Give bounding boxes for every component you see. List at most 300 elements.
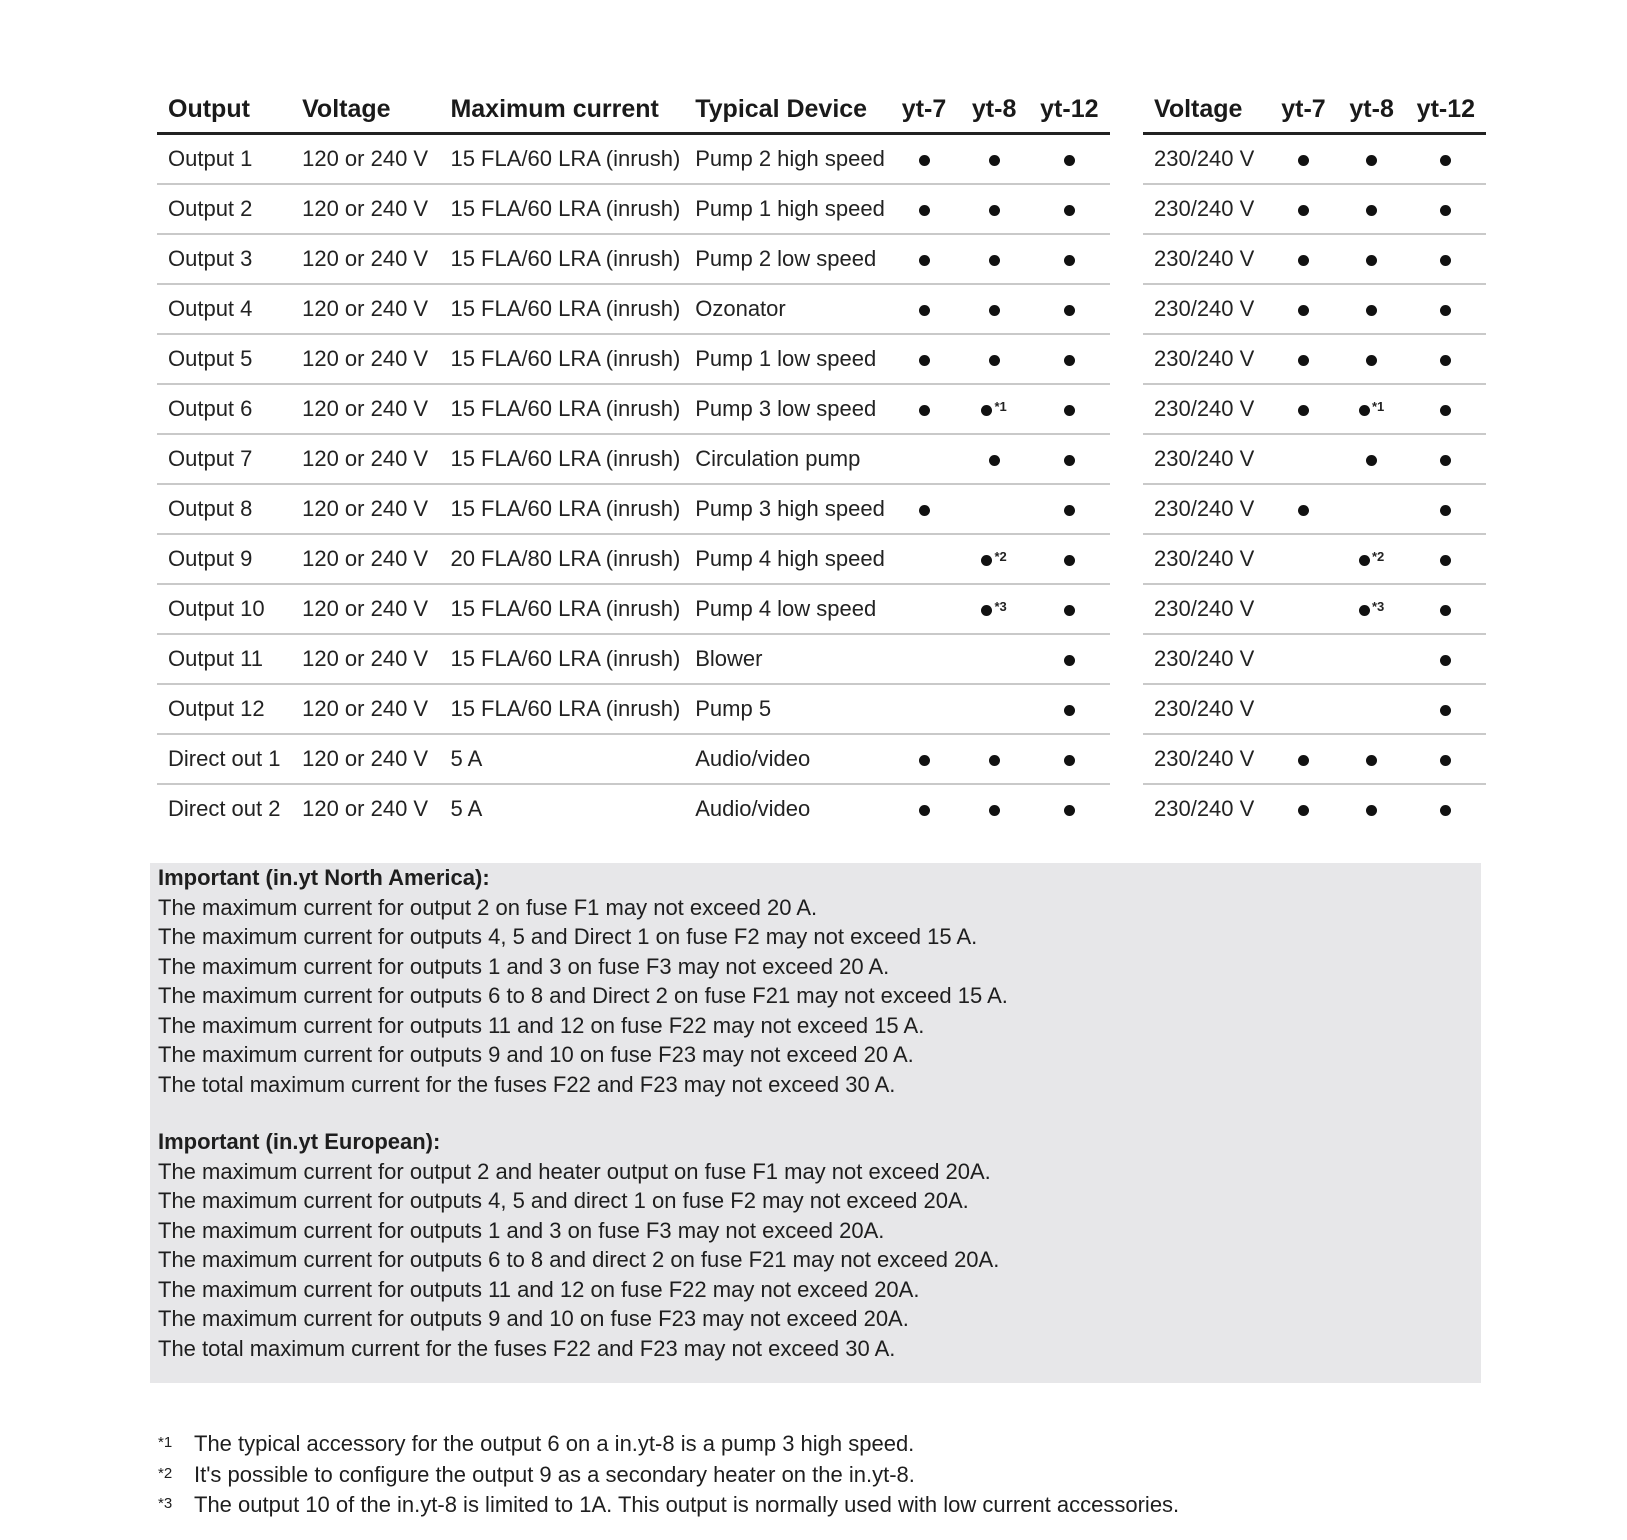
footnote-mark: *2 xyxy=(158,1464,173,1482)
cell-eu-yt8 xyxy=(1338,284,1406,334)
cell-eu-yt12 xyxy=(1406,784,1486,833)
table-row xyxy=(1143,284,1486,334)
cell-voltage: 120 or 240 V xyxy=(302,796,429,821)
cell-max-current: 15 FLA/60 LRA (inrush) xyxy=(439,384,684,434)
bullet-dot-icon xyxy=(1298,405,1309,416)
bullet-dot-icon xyxy=(989,255,1000,266)
cell-yt8 xyxy=(960,784,1029,833)
bullet-dot-icon xyxy=(1366,355,1377,366)
header-max-current: Maximum current xyxy=(439,86,684,134)
footnote-mark: *3 xyxy=(158,1495,173,1512)
cell-yt8 xyxy=(960,734,1029,784)
cell-typical-device: Audio/video xyxy=(695,796,811,821)
footnote-ref: *2 xyxy=(994,549,1007,564)
cell-typical-device: Pump 1 low speed xyxy=(684,334,888,384)
cell-eu-voltage: 230/240 V xyxy=(1143,634,1269,684)
bullet-dot-icon xyxy=(981,555,992,566)
cell-max-current: 15 FLA/60 LRA (inrush) xyxy=(439,634,684,684)
cell-eu-yt12 xyxy=(1406,184,1486,234)
bullet-dot-icon xyxy=(1366,205,1377,216)
header-eu-yt8: yt-8 xyxy=(1338,86,1406,134)
cell-output: Direct out 2 xyxy=(168,796,281,821)
cell-eu-yt12 xyxy=(1406,434,1486,484)
table-row xyxy=(157,284,1110,334)
cell-voltage: 120 or 240 V xyxy=(291,634,439,684)
cell-eu-voltage: 230/240 V xyxy=(1143,534,1269,584)
cell-yt12 xyxy=(1029,184,1110,234)
cell-output: Output 11 xyxy=(157,634,291,684)
cell-yt12 xyxy=(1029,384,1110,434)
cell-eu-voltage: 230/240 V xyxy=(1143,334,1269,384)
table-row xyxy=(1143,784,1486,833)
cell-eu-yt12 xyxy=(1406,234,1486,284)
cell-typical-device: Ozonator xyxy=(684,284,888,334)
bullet-dot-icon xyxy=(1064,655,1075,666)
table-row xyxy=(1143,184,1486,234)
cell-eu-yt8 xyxy=(1338,434,1406,484)
note-line: The maximum current for outputs 1 and 3 on fuse F3 may not exceed 20A. xyxy=(158,1217,885,1243)
note-line: The maximum current for outputs 6 to 8 and Direct 2 on fuse F21 may not exceed 15 A. xyxy=(158,983,1008,1008)
european-notes-title: Important (in.yt European): xyxy=(158,1129,441,1154)
cell-yt12 xyxy=(1029,634,1110,684)
bullet-dot-icon xyxy=(1298,305,1309,316)
cell-eu-yt12 xyxy=(1406,634,1486,684)
cell-eu-yt8 xyxy=(1338,584,1406,634)
cell-eu-yt12 xyxy=(1406,334,1486,384)
bullet-dot-icon xyxy=(919,805,930,816)
cell-yt8 xyxy=(960,134,1029,185)
bullet-dot-icon xyxy=(1440,205,1451,216)
table-row xyxy=(1143,434,1486,484)
bullet-dot-icon xyxy=(919,355,930,366)
cell-output: Output 10 xyxy=(157,584,291,634)
cell-eu-yt8 xyxy=(1338,234,1406,284)
cell-yt8 xyxy=(960,484,1029,534)
note-line: The maximum current for outputs 4, 5 and direct 1 on fuse F2 may not exceed 20A. xyxy=(158,1188,969,1213)
cell-yt7 xyxy=(888,234,959,284)
cell-eu-yt12 xyxy=(1406,284,1486,334)
bullet-dot-icon xyxy=(1440,605,1451,616)
cell-eu-voltage: 230/240 V xyxy=(1143,484,1269,534)
cell-typical-device: Pump 5 xyxy=(684,684,888,734)
cell-typical-device: Blower xyxy=(684,634,888,684)
bullet-dot-icon xyxy=(1366,255,1377,266)
table-row xyxy=(157,134,1110,185)
bullet-dot-icon xyxy=(981,405,992,416)
note-line: The total maximum current for the fuses F22 and F23 may not exceed 30 A. xyxy=(158,1335,896,1361)
cell-eu-yt8 xyxy=(1338,384,1406,434)
footnotes xyxy=(158,1428,1179,1520)
cell-eu-yt8 xyxy=(1338,134,1406,185)
bullet-dot-icon xyxy=(1298,755,1309,766)
cell-max-current: 5 A xyxy=(439,734,684,784)
cell-yt12 xyxy=(1029,334,1110,384)
cell-eu-yt7 xyxy=(1269,184,1337,234)
table-row xyxy=(157,784,1110,833)
note-line: The maximum current for outputs 6 to 8 and direct 2 on fuse F21 may not exceed 20A. xyxy=(158,1247,1000,1272)
bullet-dot-icon xyxy=(989,355,1000,366)
table-row xyxy=(1143,534,1486,584)
cell-voltage: 120 or 240 V xyxy=(291,134,439,185)
cell-eu-voltage: 230/240 V xyxy=(1143,384,1269,434)
table-row xyxy=(157,584,1110,634)
cell-output: Output 5 xyxy=(157,334,291,384)
cell-eu-yt8 xyxy=(1338,184,1406,234)
header-eu-voltage: Voltage xyxy=(1143,86,1269,134)
outputs-table-north-america xyxy=(157,86,1110,833)
cell-eu-voltage: 230/240 V xyxy=(1143,184,1269,234)
bullet-dot-icon xyxy=(1298,505,1309,516)
cell-max-current: 20 FLA/80 LRA (inrush) xyxy=(439,534,684,584)
header-yt8: yt-8 xyxy=(960,86,1029,134)
cell-yt12 xyxy=(1029,734,1110,784)
table-row xyxy=(1143,334,1486,384)
table-row xyxy=(157,684,1110,734)
cell-output: Direct out 1 xyxy=(157,734,291,784)
cell-voltage: 120 or 240 V xyxy=(291,184,439,234)
bullet-dot-icon xyxy=(989,455,1000,466)
cell-eu-yt12 xyxy=(1406,584,1486,634)
cell-eu-yt8 xyxy=(1338,734,1406,784)
cell-eu-yt7 xyxy=(1269,584,1337,634)
important-notes-box xyxy=(150,863,1481,1383)
cell-eu-yt8 xyxy=(1338,684,1406,734)
cell-output: Output 6 xyxy=(157,384,291,434)
cell-eu-voltage: 230/240 V xyxy=(1143,134,1269,185)
bullet-dot-icon xyxy=(919,255,930,266)
bullet-dot-icon xyxy=(1064,355,1075,366)
bullet-dot-icon xyxy=(1366,155,1377,166)
table-row xyxy=(157,534,1110,584)
bullet-dot-icon xyxy=(1440,405,1451,416)
cell-eu-yt8 xyxy=(1338,484,1406,534)
footnote-2 xyxy=(158,1459,1179,1490)
bullet-dot-icon xyxy=(1298,155,1309,166)
cell-typical-device: Pump 3 low speed xyxy=(684,384,888,434)
cell-eu-yt8 xyxy=(1338,784,1406,833)
cell-eu-yt8 xyxy=(1338,534,1406,584)
bullet-dot-icon xyxy=(1440,505,1451,516)
cell-max-current: 15 FLA/60 LRA (inrush) xyxy=(439,434,684,484)
cell-output: Output 9 xyxy=(157,534,291,584)
table-row xyxy=(157,234,1110,284)
bullet-dot-icon xyxy=(1440,355,1451,366)
cell-yt7 xyxy=(888,534,959,584)
cell-typical-device: Pump 4 low speed xyxy=(684,584,888,634)
cell-yt7 xyxy=(888,784,959,833)
note-line: The maximum current for outputs 4, 5 and Direct 1 on fuse F2 may not exceed 15 A. xyxy=(158,924,978,949)
cell-eu-yt12 xyxy=(1406,484,1486,534)
bullet-dot-icon xyxy=(1064,805,1075,816)
bullet-dot-icon xyxy=(1064,155,1075,166)
table-row xyxy=(157,184,1110,234)
cell-yt8 xyxy=(960,334,1029,384)
cell-yt12 xyxy=(1029,434,1110,484)
cell-voltage: 120 or 240 V xyxy=(291,284,439,334)
north-america-notes xyxy=(158,863,1008,1099)
bullet-dot-icon xyxy=(1359,555,1370,566)
bullet-dot-icon xyxy=(919,305,930,316)
bullet-dot-icon xyxy=(1440,155,1451,166)
cell-voltage: 120 or 240 V xyxy=(291,384,439,434)
cell-eu-yt12 xyxy=(1406,684,1486,734)
cell-output: Output 8 xyxy=(157,484,291,534)
table-header-row xyxy=(157,86,1110,134)
cell-yt8 xyxy=(960,234,1029,284)
footnote-ref: *1 xyxy=(994,399,1007,414)
bullet-dot-icon xyxy=(1064,455,1075,466)
cell-yt8 xyxy=(960,384,1029,434)
cell-eu-yt7 xyxy=(1269,784,1337,833)
note-line: The maximum current for output 2 and heater output on fuse F1 may not exceed 20A. xyxy=(158,1158,991,1184)
footnote-ref: *1 xyxy=(1371,399,1385,414)
bullet-dot-icon xyxy=(1064,555,1075,566)
cell-eu-voltage: 230/240 V xyxy=(1143,684,1269,734)
cell-max-current: 15 FLA/60 LRA (inrush) xyxy=(439,134,684,185)
cell-yt7 xyxy=(888,334,959,384)
cell-eu-voltage: 230/240 V xyxy=(1143,734,1269,784)
bullet-dot-icon xyxy=(989,205,1000,216)
bullet-dot-icon xyxy=(989,155,1000,166)
cell-yt12 xyxy=(1029,234,1110,284)
header-typical-device: Typical Device xyxy=(684,86,888,134)
cell-yt12 xyxy=(1029,484,1110,534)
cell-typical-device: Audio/video xyxy=(684,734,888,784)
cell-eu-yt7 xyxy=(1269,384,1337,434)
header-yt12: yt-12 xyxy=(1029,86,1110,134)
cell-voltage: 120 or 240 V xyxy=(291,334,439,384)
footnote-3 xyxy=(158,1489,1179,1520)
cell-yt8 xyxy=(960,534,1029,584)
cell-max-current: 15 FLA/60 LRA (inrush) xyxy=(439,584,684,634)
cell-eu-yt8 xyxy=(1338,634,1406,684)
bullet-dot-icon xyxy=(919,205,930,216)
cell-output: Output 3 xyxy=(157,234,291,284)
bullet-dot-icon xyxy=(1440,455,1451,466)
cell-yt7 xyxy=(888,434,959,484)
header-output: Output xyxy=(157,86,291,134)
bullet-dot-icon xyxy=(989,805,1000,816)
cell-max-current: 15 FLA/60 LRA (inrush) xyxy=(439,234,684,284)
footnote-text: It's possible to configure the output 9 as a secondary heater on the in.yt-8. xyxy=(194,1461,915,1487)
bullet-dot-icon xyxy=(1064,505,1075,516)
cell-output: Output 1 xyxy=(157,134,291,185)
table-row xyxy=(157,384,1110,434)
table-row xyxy=(157,634,1110,684)
cell-eu-yt7 xyxy=(1269,484,1337,534)
bullet-dot-icon xyxy=(1064,205,1075,216)
bullet-dot-icon xyxy=(1064,705,1075,716)
bullet-dot-icon xyxy=(1440,755,1451,766)
cell-voltage: 120 or 240 V xyxy=(291,534,439,584)
cell-yt7 xyxy=(888,184,959,234)
cell-yt8 xyxy=(960,584,1029,634)
table-row xyxy=(1143,584,1486,634)
cell-eu-yt7 xyxy=(1269,684,1337,734)
cell-eu-yt7 xyxy=(1269,234,1337,284)
cell-yt12 xyxy=(1029,284,1110,334)
bullet-dot-icon xyxy=(1440,805,1451,816)
cell-yt12 xyxy=(1029,134,1110,185)
cell-max-current: 15 FLA/60 LRA (inrush) xyxy=(439,484,684,534)
cell-max-current: 15 FLA/60 LRA (inrush) xyxy=(439,184,684,234)
cell-typical-device: Pump 1 high speed xyxy=(684,184,888,234)
bullet-dot-icon xyxy=(1298,805,1309,816)
bullet-dot-icon xyxy=(919,155,930,166)
table-row xyxy=(1143,734,1486,784)
bullet-dot-icon xyxy=(981,605,992,616)
footnote-1 xyxy=(158,1428,1179,1459)
bullet-dot-icon xyxy=(1064,305,1075,316)
footnote-mark: *1 xyxy=(158,1434,173,1451)
cell-typical-device: Circulation pump xyxy=(684,434,888,484)
cell-eu-yt7 xyxy=(1269,434,1337,484)
table-header-row xyxy=(1143,86,1486,134)
cell-output: Output 7 xyxy=(157,434,291,484)
cell-eu-yt12 xyxy=(1406,134,1486,185)
footnote-ref: *3 xyxy=(1371,599,1385,614)
cell-yt8 xyxy=(960,284,1029,334)
cell-eu-voltage: 230/240 V xyxy=(1143,284,1269,334)
cell-yt7 xyxy=(888,734,959,784)
european-notes xyxy=(158,1127,999,1363)
bullet-dot-icon xyxy=(1366,755,1377,766)
footnote-text: The typical accessory for the output 6 on a in.yt-8 is a pump 3 high speed. xyxy=(194,1431,915,1456)
cell-typical-device: Pump 4 high speed xyxy=(684,534,888,584)
cell-voltage: 120 or 240 V xyxy=(291,234,439,284)
table-row xyxy=(1143,484,1486,534)
header-voltage: Voltage xyxy=(291,86,439,134)
note-line: The maximum current for outputs 9 and 10 on fuse F23 may not exceed 20A. xyxy=(158,1306,909,1331)
bullet-dot-icon xyxy=(1064,755,1075,766)
bullet-dot-icon xyxy=(1366,305,1377,316)
cell-max-current: 15 FLA/60 LRA (inrush) xyxy=(439,334,684,384)
bullet-dot-icon xyxy=(1440,305,1451,316)
cell-eu-yt12 xyxy=(1406,734,1486,784)
cell-output: Output 12 xyxy=(157,684,291,734)
cell-typical-device: Pump 2 high speed xyxy=(684,134,888,185)
cell-yt7 xyxy=(888,634,959,684)
cell-yt7 xyxy=(888,134,959,185)
table-row xyxy=(1143,684,1486,734)
table-row xyxy=(1143,234,1486,284)
table-row xyxy=(1143,634,1486,684)
cell-yt8 xyxy=(960,684,1029,734)
bullet-dot-icon xyxy=(1440,255,1451,266)
cell-yt8 xyxy=(960,184,1029,234)
bullet-dot-icon xyxy=(1064,405,1075,416)
cell-output: Output 4 xyxy=(157,284,291,334)
footnote-text: The output 10 of the in.yt-8 is limited to 1A. This output is normally used with low current accessories. xyxy=(194,1492,1180,1517)
cell-eu-yt12 xyxy=(1406,534,1486,584)
bullet-dot-icon xyxy=(919,405,930,416)
table-row xyxy=(1143,134,1486,185)
cell-output: Output 2 xyxy=(157,184,291,234)
bullet-dot-icon xyxy=(1440,655,1451,666)
outputs-table-european xyxy=(1143,86,1486,833)
cell-eu-yt7 xyxy=(1269,134,1337,185)
note-line: The maximum current for outputs 1 and 3 on fuse F3 may not exceed 20 A. xyxy=(158,953,890,979)
bullet-dot-icon xyxy=(1298,205,1309,216)
bullet-dot-icon xyxy=(989,755,1000,766)
table-row xyxy=(157,484,1110,534)
cell-eu-voltage: 230/240 V xyxy=(1143,234,1269,284)
table-row xyxy=(157,734,1110,784)
header-yt7: yt-7 xyxy=(888,86,959,134)
bullet-dot-icon xyxy=(1298,355,1309,366)
cell-voltage: 120 or 240 V xyxy=(291,684,439,734)
bullet-dot-icon xyxy=(919,505,930,516)
cell-yt12 xyxy=(1029,784,1110,833)
north-america-notes-title: Important (in.yt North America): xyxy=(158,865,490,890)
cell-typical-device: Pump 3 high speed xyxy=(684,484,888,534)
bullet-dot-icon xyxy=(1064,605,1075,616)
cell-yt12 xyxy=(1029,584,1110,634)
cell-max-current: 5 A xyxy=(450,796,483,821)
cell-eu-yt7 xyxy=(1269,634,1337,684)
note-line: The maximum current for outputs 11 and 12 on fuse F22 may not exceed 20A. xyxy=(158,1276,920,1302)
cell-yt7 xyxy=(888,484,959,534)
header-eu-yt12: yt-12 xyxy=(1406,86,1486,134)
cell-eu-yt7 xyxy=(1269,284,1337,334)
cell-eu-voltage: 230/240 V xyxy=(1154,796,1255,821)
cell-voltage: 120 or 240 V xyxy=(291,734,439,784)
note-line: The maximum current for outputs 9 and 10 on fuse F23 may not exceed 20 A. xyxy=(158,1042,914,1067)
cell-eu-voltage: 230/240 V xyxy=(1143,434,1269,484)
table-row xyxy=(157,434,1110,484)
cell-yt8 xyxy=(960,634,1029,684)
bullet-dot-icon xyxy=(1359,405,1370,416)
cell-yt7 xyxy=(888,384,959,434)
header-eu-yt7: yt-7 xyxy=(1269,86,1337,134)
bullet-dot-icon xyxy=(1359,605,1370,616)
bullet-dot-icon xyxy=(919,755,930,766)
cell-eu-yt7 xyxy=(1269,534,1337,584)
note-line: The maximum current for output 2 on fuse F1 may not exceed 20 A. xyxy=(158,894,818,920)
cell-voltage: 120 or 240 V xyxy=(291,584,439,634)
cell-yt7 xyxy=(888,584,959,634)
cell-eu-yt7 xyxy=(1269,334,1337,384)
cell-typical-device: Pump 2 low speed xyxy=(684,234,888,284)
footnote-ref: *2 xyxy=(1371,549,1385,564)
cell-yt12 xyxy=(1029,684,1110,734)
note-line: The maximum current for outputs 11 and 12 on fuse F22 may not exceed 15 A. xyxy=(158,1012,925,1038)
footnote-ref: *3 xyxy=(994,599,1007,614)
table-row xyxy=(157,334,1110,384)
cell-voltage: 120 or 240 V xyxy=(291,484,439,534)
bullet-dot-icon xyxy=(989,305,1000,316)
cell-yt7 xyxy=(888,684,959,734)
cell-yt8 xyxy=(960,434,1029,484)
table-row xyxy=(1143,384,1486,434)
cell-eu-yt8 xyxy=(1338,334,1406,384)
cell-yt7 xyxy=(888,284,959,334)
bullet-dot-icon xyxy=(1298,255,1309,266)
bullet-dot-icon xyxy=(1366,805,1377,816)
cell-max-current: 15 FLA/60 LRA (inrush) xyxy=(439,684,684,734)
bullet-dot-icon xyxy=(1440,555,1451,566)
cell-eu-yt7 xyxy=(1269,734,1337,784)
cell-yt12 xyxy=(1029,534,1110,584)
note-line: The total maximum current for the fuses F22 and F23 may not exceed 30 A. xyxy=(158,1071,896,1097)
cell-eu-yt12 xyxy=(1406,384,1486,434)
cell-max-current: 15 FLA/60 LRA (inrush) xyxy=(439,284,684,334)
bullet-dot-icon xyxy=(1440,705,1451,716)
cell-eu-voltage: 230/240 V xyxy=(1143,584,1269,634)
cell-voltage: 120 or 240 V xyxy=(291,434,439,484)
bullet-dot-icon xyxy=(1366,455,1377,466)
bullet-dot-icon xyxy=(1064,255,1075,266)
